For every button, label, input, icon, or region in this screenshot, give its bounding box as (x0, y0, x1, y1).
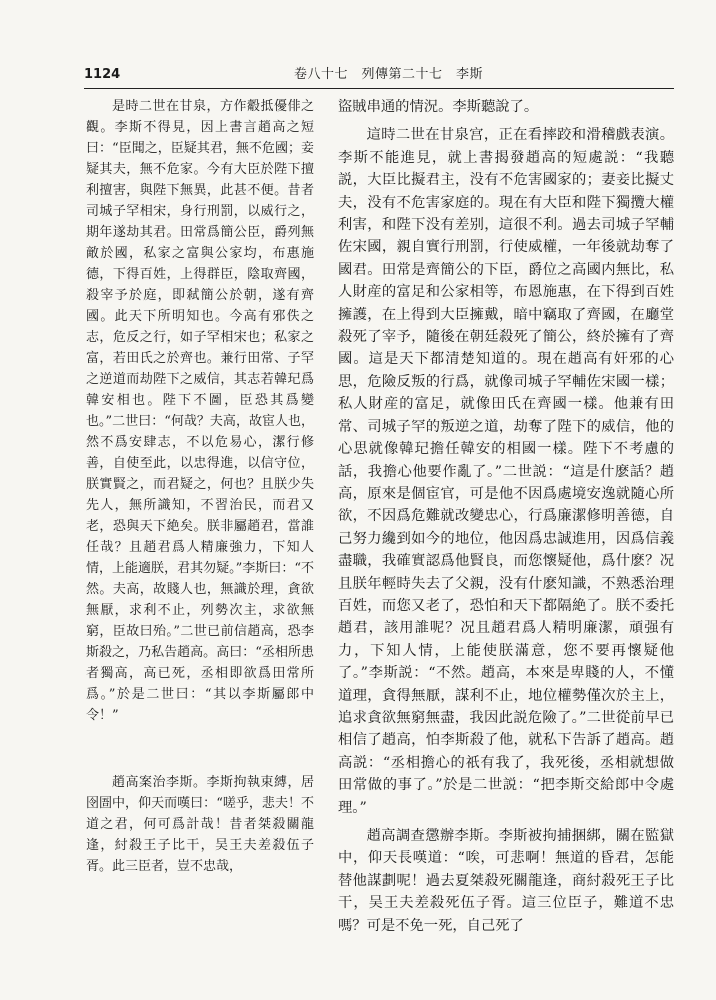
running-title: 卷八十七 列傳第二十七 李斯 (294, 67, 484, 82)
classical-paragraph-2: 趙高案治李斯。李斯拘執束縛，居囹圄中，仰天而嘆曰：“嗟乎，悲夫！不道之君，何可爲計哉！昔者桀殺關龍逢，紂殺王子比干，吴王夫差殺伍子胥。此三臣者，豈不忠哉， (86, 775, 314, 874)
paragraph-spacer (86, 726, 314, 772)
translation-column (338, 96, 674, 937)
translation-paragraph-2: 趙高調查懲辦李斯。李斯被拘捕捆綁，關在監獄中，仰天長嘆道：“唉，可悲啊！無道的昏君，怎能替他謀劃呢！過去夏桀殺死關龍逢，商紂殺死王子比干，吴王夫差殺死伍子胥。這三位臣子，難道不忠嗎？可是不免一死，自己死了 (338, 828, 674, 934)
header-rule (84, 88, 674, 89)
translation-paragraph-1: 這時二世在甘泉宫，正在看摔跤和滑稽戲表演。李斯不能進見，就上書揭發趙高的短處説：“我聽説，大臣比擬君主，没有不危害國家的；妻妾比擬丈夫，没有不危害家庭的。現在有大臣和陛下獨攬大權利害，和陛下没有差别，這很不利。過去司城子罕輔佐宋國，親自實行刑罰，行使威權，一年後就劫奪了國君。田常是齊簡公的下臣，爵位之高國内無比，私人財産的富足和公家相等，布恩施惠，在下得到百姓擁護，在上得到大臣擁戴，暗中竊取了齊國，在廳堂殺死了宰予，隨後在朝廷殺死了簡公，終於擁有了齊國。這是天下都清楚知道的。現在趙高有奸邪的心思，危險反叛的行爲，就像司城子罕輔佐宋國一樣；私人財産的富足，就像田氏在齊國一樣。他兼有田常、司城子罕的叛逆之道，劫奪了陛下的威信，他的心思就像韓玘擔任韓安的相國一樣。陛下不考慮的話，我擔心他要作亂了。”二世説：“這是什麽話？趙高，原來是個宦官，可是他不因爲處境安逸就隨心所欲，不因爲危難就改變忠心，行爲廉潔修明善德，自己努力纔到如今的地位，他因爲忠誠進用，因爲信義盡職，我確實認爲他賢良，而您懷疑他，爲什麽？况且朕年輕時失去了父親，没有什麽知識，不熟悉治理百姓，而您又老了，恐怕和天下都隔絶了。朕不委托趙君，該用誰呢？况且趙君爲人精明廉潔，頑强有力，下知人情，上能使朕滿意，您不要再懷疑他了。”李斯説：“不然。趙高，本來是卑賤的人，不懂道理，貪得無厭，謀利不止，地位權勢僅次於主上，追求貪欲無窮無盡，我因此説危險了。”二世從前早已相信了趙高，怕李斯殺了他，就私下告訴了趙高。趙高説：“丞相擔心的祇有我了，我死後，丞相就想做田常做的事了。”於是二世説：“把李斯交給郎中令處理。” (338, 127, 674, 816)
translation-paragraph-continued: 盜賊串通的情況。李斯聽說了。 (338, 99, 539, 115)
page-number: 1124 (84, 67, 121, 82)
classical-paragraph-1: 是時二世在甘泉，方作觳抵優俳之觀。李斯不得見，因上書言趙高之短曰：“臣聞之，臣疑其君，無不危國；妾疑其夫，無不危家。今有大臣於陛下擅利擅害，與陛下無異，此甚不便。昔者司城子罕相宋，身行刑罰，以威行之，期年遂劫其君。田常爲簡公臣，爵列無敵於國，私家之富與公家均，布惠施德，下得百姓，上得群臣，陰取齊國，殺宰予於庭，即弒簡公於朝，遂有齊國。此天下所明知也。今高有邪佚之志，危反之行，如子罕相宋也；私家之富，若田氏之於齊也。兼行田常、子罕之逆道而劫陛下之威信，其志若韓玘爲韓安相也。陛下不圖，臣恐其爲變也。”二世曰：“何哉？夫高，故宦人也，然不爲安肆志，不以危易心，潔行修善，自使至此，以忠得進，以信守位，朕實賢之，而君疑之，何也？且朕少失先人，無所識知，不習治民，而君又老，恐與天下絶矣。朕非屬趙君，當誰任哉？且趙君爲人精廉強力，下知人情，上能適朕，君其勿疑。”李斯曰：“不然。夫高，故賤人也，無識於理，貪欲無厭，求利不止，列勢次主，求欲無窮，臣故曰殆。”二世已前信趙高，恐李斯殺之，乃私告趙高。高曰：“丞相所患者獨高，高已死，丞相即欲爲田常所爲。”於是二世曰：“其以李斯屬郎中令！” (86, 99, 314, 723)
page-header (84, 64, 674, 86)
classical-text-column (86, 96, 314, 877)
